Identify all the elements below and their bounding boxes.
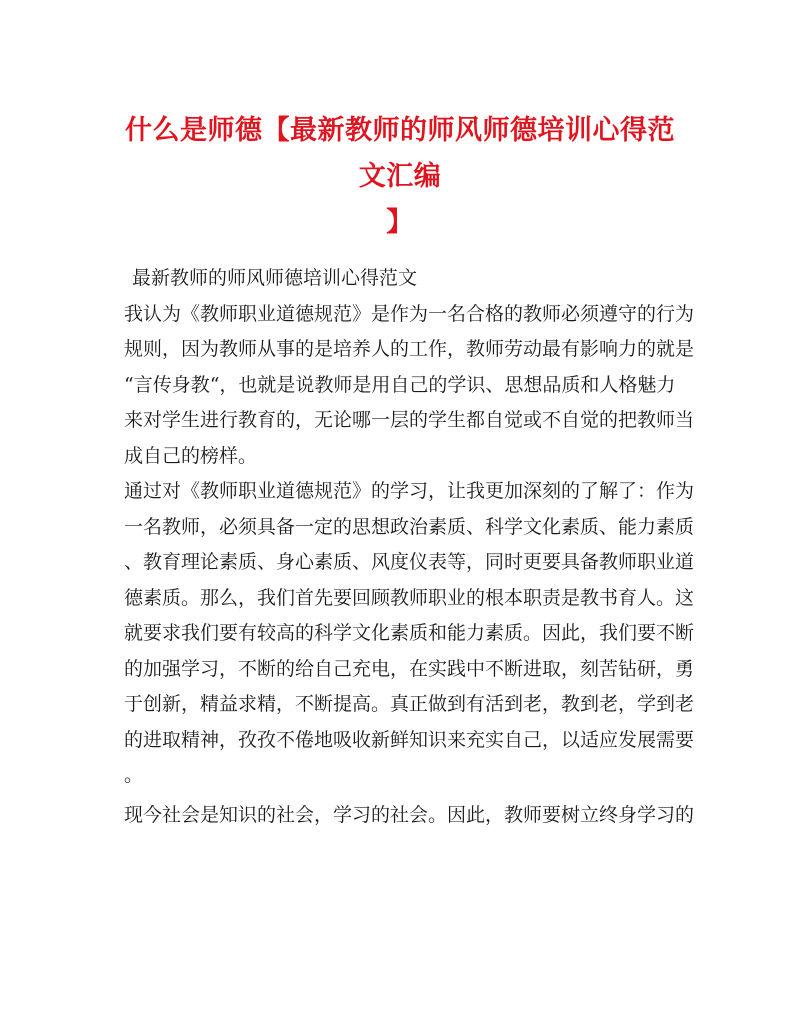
text-line: 一名教师，必须具备一定的思想政治素质、科学文化素质、能力素质 xyxy=(124,515,695,538)
paragraph-3 xyxy=(124,798,695,834)
title-line: 什么是师德【最新教师的师风师德培训心得范文汇编 xyxy=(125,115,675,192)
text-line: “言传身教“，也就是说教师是用自己的学识、思想品质和人格魅力 xyxy=(124,373,676,396)
text-line: 我认为《教师职业道德规范》是作为一名合格的教师必须遵守的行为 xyxy=(124,302,695,325)
text-line: 规则，因为教师从事的是培养人的工作，教师劳动最有影响力的就是 xyxy=(124,338,695,360)
text-line: 通过对《教师职业道德规范》的学习，让我更加深刻的了解了：作为 xyxy=(124,480,695,502)
text-line: 。 xyxy=(124,764,144,786)
text-line: 的加强学习，不断的给自己充电，在实践中不断进取，刻苦钻研，勇 xyxy=(124,657,695,680)
text-line: 于创新，精益求精，不断提高。真正做到有活到老，教到老，学到老 xyxy=(124,693,695,715)
paragraph-1 xyxy=(124,297,695,475)
paragraph-2 xyxy=(124,474,695,794)
text-line: 现今社会是知识的社会，学习的社会。因此，教师要树立终身学习的 xyxy=(124,803,695,826)
text-line: 的进取精神，孜孜不倦地吸收新鲜知识来充实自己，以适应发展需要 xyxy=(124,728,695,751)
text-line: 成自己的榜样。 xyxy=(124,444,258,467)
text-line: 来对学生进行教育的，无论哪一层的学生都自觉或不自觉的把教师当 xyxy=(124,409,695,431)
document-body xyxy=(124,261,695,833)
text-line: 就要求我们要有较高的科学文化素质和能力素质。因此，我们要不断 xyxy=(124,622,695,644)
title-line: 】 xyxy=(386,207,414,238)
text-line: 、教育理论素质、身心素质、风度仪表等，同时更要具备教师职业道 xyxy=(124,551,695,573)
subtitle: 最新教师的师风师德培训心得范文 xyxy=(132,267,418,289)
document-title xyxy=(120,108,680,246)
text-line: 德素质。那么，我们首先要回顾教师职业的根本职责是教书育人。这 xyxy=(124,586,695,609)
